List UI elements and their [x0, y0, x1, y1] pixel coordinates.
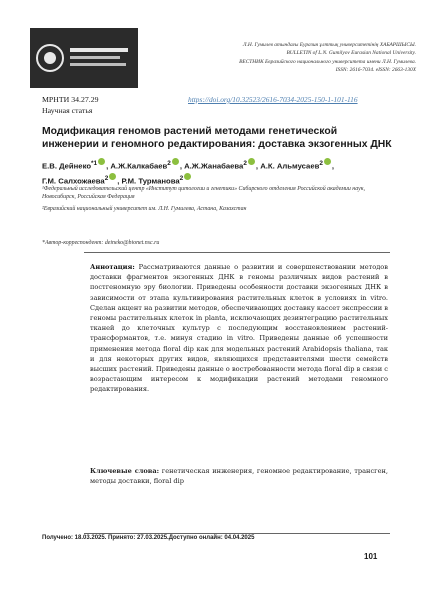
- author-superscript: 2: [243, 160, 247, 167]
- journal-line-3: ВЕСТНИК Евразийского национального университета имени Л.Н. Гумилева.: [239, 58, 416, 65]
- affiliation-1: ¹Федеральный исследовательский центр «Институт цитологии и генетики» Сибирского отделения Российской академии наук, Новосибирск, Российская Федерация: [42, 186, 365, 201]
- author-superscript: 2: [104, 174, 109, 182]
- author-name: Р.М. Турманова: [121, 176, 180, 186]
- author-superscript: 2: [179, 174, 184, 182]
- udc-code: МРНТИ 34.27.29: [42, 95, 99, 104]
- university-logo: [30, 28, 138, 88]
- logo-emblem-icon: [30, 28, 138, 88]
- author-name: Г.М. Салхожаева: [42, 176, 105, 186]
- journal-header: [150, 41, 416, 74]
- publication-dates: Получено: 18.03.2025. Принято: 27.03.2025.Доступно онлайн: 04.04.2025: [42, 535, 255, 541]
- orcid-icon[interactable]: [248, 158, 255, 165]
- abstract: [90, 262, 388, 395]
- orcid-icon[interactable]: [184, 173, 191, 180]
- keywords-label: Ключевые слова:: [90, 467, 160, 475]
- author-name: Е.В. Дейнеко: [42, 161, 92, 171]
- journal-issn: ISSN: 2616-7034. eISSN: 2663-130X: [335, 66, 416, 73]
- author-superscript: *1: [91, 160, 98, 167]
- keywords: [90, 466, 388, 486]
- journal-line-1: Л.Н. Гумилев атындағы Еуразия ұлттық университетінің ХАБАРШЫСЫ.: [242, 42, 416, 48]
- orcid-icon[interactable]: [98, 158, 105, 165]
- article-title: Модификация геномов растений методами генетической инженерии и геномного редактирования: доставка экзогенных ДНК: [42, 126, 392, 150]
- orcid-icon[interactable]: [109, 173, 116, 180]
- author-superscript: 2: [319, 160, 323, 167]
- journal-line-2: BULLETIN of L.N. Gumilyov Eurasian National University.: [286, 50, 416, 57]
- orcid-icon[interactable]: [172, 158, 179, 165]
- author-superscript: 2: [167, 160, 171, 167]
- author-name: А.К. Альмусаев: [260, 161, 320, 171]
- author-name: А.Ж.Жанабаева: [184, 161, 244, 171]
- abstract-label: Аннотация:: [90, 263, 135, 271]
- author-list: Е.В. Дейнеко$^{*1}$ , А.Ж.Калкабаев$^2$ , А.Ж.Жанабаева$^2$ , А.К. Альмусаев$^2$ , Г.М. Салхожаева$^2$ , Р.М. Турманова$^2$: [42, 160, 335, 186]
- author-name: А.Ж.Калкабаев: [110, 161, 168, 171]
- article-type: Научная статья: [42, 106, 93, 115]
- page-number: 101: [364, 552, 378, 561]
- affiliation-2: ²Евразийский национальный университет им. Л.Н. Гумилева, Астана, Казахстан: [42, 206, 247, 212]
- keywords-text: генетическая инженерия, геномное редактирование, трансген, методы доставки, floral dip: [90, 467, 388, 486]
- doi-link[interactable]: https://doi.org/10.32523/2616-7034-2025-150-1-101-116: [188, 95, 358, 104]
- orcid-icon[interactable]: [324, 158, 331, 165]
- abstract-text: Рассматриваются данные о развитии и совершенствовании методов доставки фрагментов экзогенных ДНК в геномы различных видов растений в постгеномную эру биологии. Приведены особенности доставки экзогенных ДНК в зависимости от этапа культивирования растительных клеток в условиях in vitro. Сделан акцент на развитии методов, обеспечивающих доставку кассет экспрессии в геномы растительных клеток in planta, исключающих дезинтеграцию растительных тканей до клеточных культур с последующим восстановлением растений-трансформантов, т.е. минуя стадию in vitro. Приведены данные об успешности применения метода floral dip как для модельных растений Arabidopsis thaliana, так и для некоторых других видов, являющихся представителями шести семейств высших растений. Приведены данные о востребованности метода floral dip в связи с возрастающим интересом к модификации растений методами геномного редактирования.: [90, 263, 388, 394]
- corresponding-author: *Автор-корреспондент: deineko@bionet.nsc.ru: [42, 240, 160, 246]
